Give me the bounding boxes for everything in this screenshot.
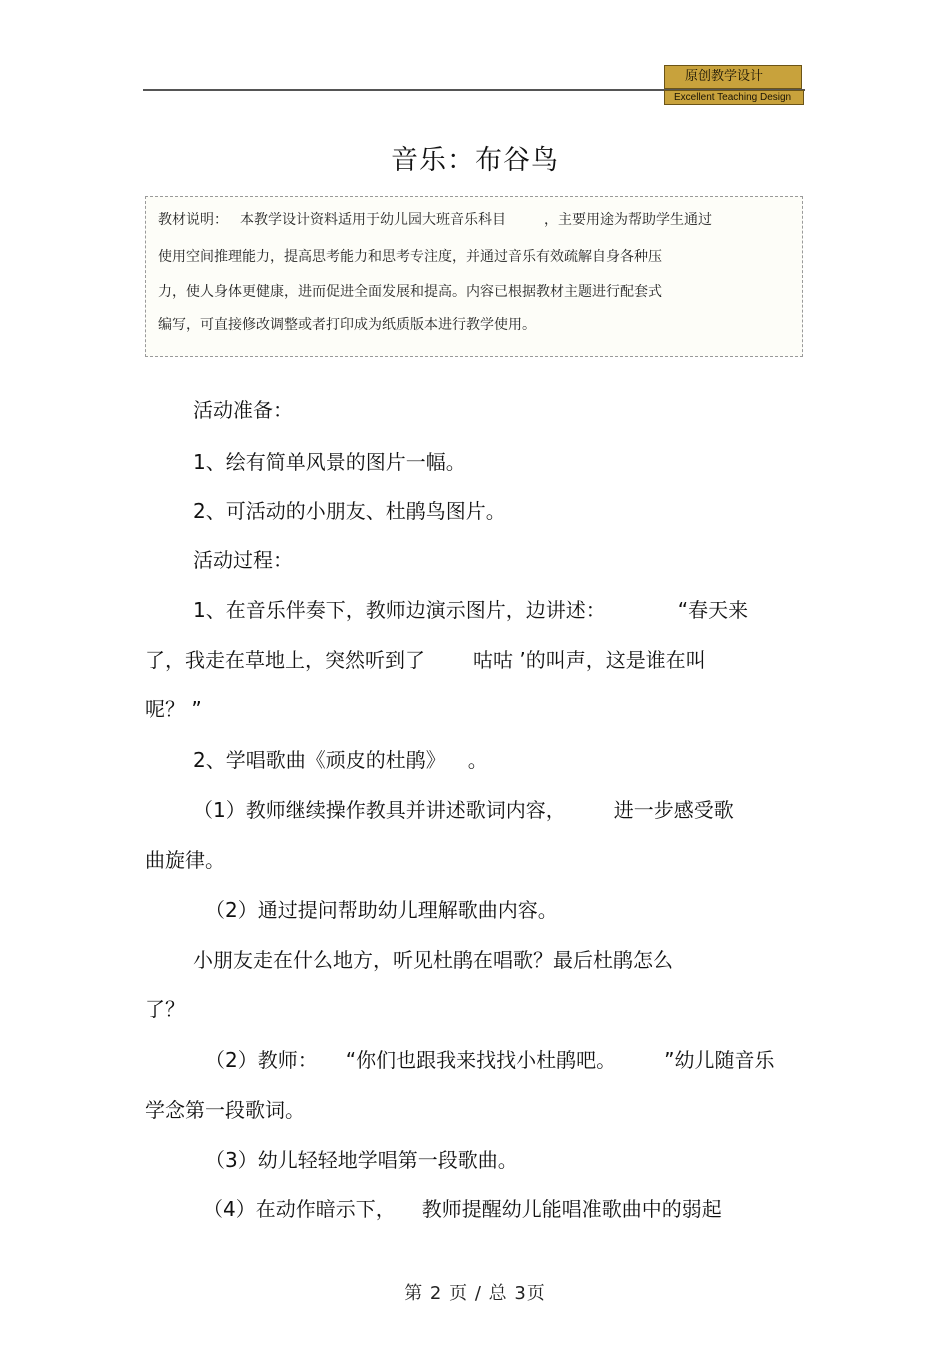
sub-step-2b-line-2: 学念第一段歌词。 (145, 1098, 305, 1122)
paragraph-text: 。 (467, 748, 488, 772)
paragraph-text: “春天来 (677, 598, 749, 622)
paragraph-text: （2）教师： (205, 1048, 318, 1072)
step-1-line-2 (145, 648, 805, 672)
sub-step-3: （3）幼儿轻轻地学唱第一段歌曲。 (205, 1148, 518, 1172)
description-text: 本教学设计资料适用于幼儿园大班音乐科目 (240, 212, 506, 228)
prep-item-2: 2、可活动的小朋友、杜鹃鸟图片。 (193, 499, 506, 523)
step-1-line-3: 呢？ ” (145, 697, 202, 721)
paragraph-text: 咕咕 ’的叫声，这是谁在叫 (473, 648, 706, 672)
sub-step-2: （2）通过提问帮助幼儿理解歌曲内容。 (205, 898, 558, 922)
sub-step-2b-line-1 (205, 1048, 865, 1072)
description-line-2: 使用空间推理能力，提高思考能力和思考专注度，并通过音乐有效疏解自身各种压 (158, 249, 662, 265)
description-line-1 (158, 207, 792, 234)
document-title: 音乐：布谷鸟 (391, 145, 559, 176)
description-line-4: 编写，可直接修改调整或者打印成为纸质版本进行教学使用。 (158, 317, 536, 333)
prep-item-1: 1、绘有简单风景的图片一幅。 (193, 450, 466, 474)
paragraph-text: 1、在音乐伴奏下，教师边演示图片，边讲述： (193, 598, 606, 622)
paragraph-text: 教师提醒幼儿能唱准歌曲中的弱起 (421, 1197, 722, 1221)
question-line-2: 了？ (145, 997, 185, 1021)
paragraph-text: “你们也跟我来找找小杜鹃吧。 (345, 1048, 617, 1072)
sub-step-4 (203, 1197, 863, 1221)
header-badge-en: Excellent Teaching Design (664, 90, 804, 105)
sub-step-1-line-1 (193, 798, 853, 822)
paragraph-text: 2、学唱歌曲《顽皮的杜鹃》 (193, 748, 446, 772)
header-badge-cn: 原创教学设计 (664, 65, 802, 89)
paragraph-text: ”幼儿随音乐 (664, 1048, 775, 1072)
material-description-box (145, 196, 803, 357)
step-1-line-1 (193, 598, 853, 622)
paragraph-text: 了，我走在草地上，突然听到了 (145, 648, 425, 672)
description-label: 教材说明： (158, 212, 228, 228)
page-number-footer: 第 2 页 / 总 3页 (404, 1283, 546, 1304)
question-line-1: 小朋友走在什么地方，听见杜鹃在唱歌？最后杜鹃怎么 (193, 948, 673, 972)
process-heading: 活动过程： (193, 548, 293, 572)
description-text: ，主要用途为帮助学生通过 (544, 212, 712, 228)
prep-heading: 活动准备： (193, 398, 293, 422)
paragraph-text: 进一步感受歌 (613, 798, 734, 822)
paragraph-text: （1）教师继续操作教具并讲述歌词内容， (193, 798, 566, 822)
sub-step-1-line-2: 曲旋律。 (145, 848, 225, 872)
description-line-3: 力，使人身体更健康，进而促进全面发展和提高。内容已根据教材主题进行配套式 (158, 284, 662, 300)
paragraph-text: （4）在动作暗示下， (203, 1197, 396, 1221)
step-2 (193, 748, 853, 772)
